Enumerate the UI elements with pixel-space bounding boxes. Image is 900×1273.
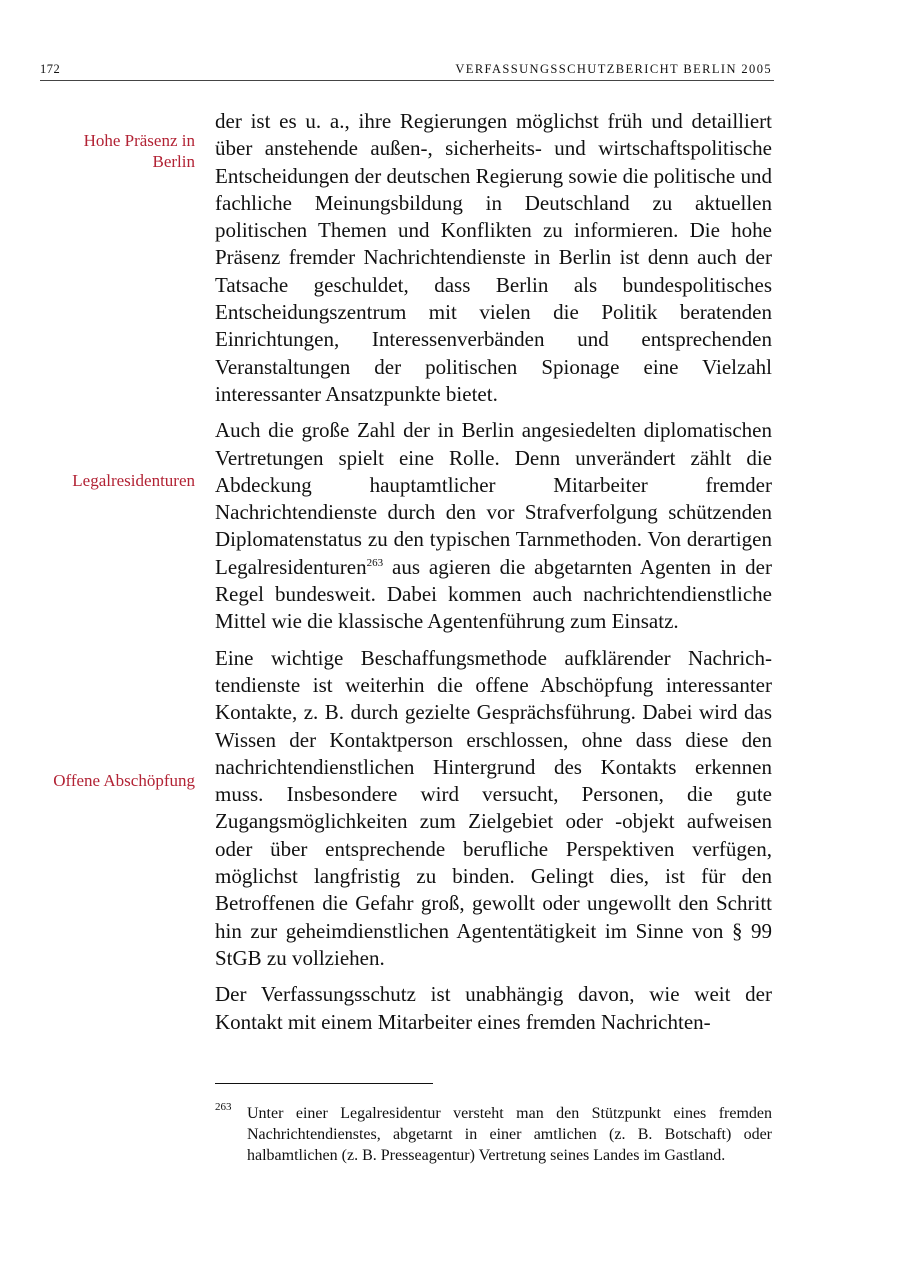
page-number: 172 [40,62,61,76]
footnote [215,1103,772,1166]
margin-note-line: Legalresidenturen [72,471,195,490]
footnote-text: Unter einer Legalresidentur versteht man den Stützpunkt eines fremden Nachrichtendienstes, abgetarnt in einer amtlichen (z. B. Botschaft) oder halbamtlichen (z. B. Presseagentur) Vertretung seines Landes im Gastland. [247,1105,772,1164]
paragraph-text: aus agieren die abgetarnten Agenten in der Regel bundesweit. Dabei kommen auch nachrichtendienstliche Mittel wie die klassische Agentenführung zum Einsatz. [215,554,772,634]
running-title: VERFASSUNGSSCHUTZBERICHT BERLIN 2005 [455,62,772,76]
footnote-divider [215,1083,433,1084]
body-text [215,108,772,1036]
margin-note-hohe-praesenz [30,130,195,172]
footnote-number: 263 [215,1101,232,1113]
paragraph: Eine wichtige Beschaffungsmethode aufklärender Nachrichtendienste ist weiterhin die offene Abschöpfung interessanter Kontakte, z. B. durch gezielte Gesprächsführung. Dabei wird das Wissen der Kontaktperson erschlossen, ohne dass diese den nachrichtendienstlichen Hintergrund des Kontakts erkennen muss. Insbesondere wird versucht, Personen, die gute Zugangsmöglichkeiten zum Zielgebiet oder -objekt aufweisen oder über entsprechende berufliche Perspektiven verfügen, möglichst langfristig zu binden. Gelingt dies, ist für den Betroffenen die Gefahr groß, gewollt oder ungewollt den Schritt hin zur geheimdienstlichen Agententätigkeit im Sinne von § 99 StGB zu vollziehen. [215,645,772,970]
margin-note-legalresidenturen [30,470,195,491]
margin-note-line: Offene Abschöpfung [53,771,195,790]
margin-note-line: Hohe Präsenz in [83,131,195,150]
paragraph-text: Auch die große Zahl der in Berlin angesiedelten diplomatischen Vertretungen spielt eine Rolle. Denn unverändert zählt die Abdeckung hauptamtlicher Mitarbeiter fremder Nachrichtendienste durch den vor Strafverfolgung schützenden Diplomatenstatus zu den typischen Tarnmethoden. Von derartigen Legalresidenturen [215,418,772,579]
page-header [40,62,774,81]
margin-note-offene-abschoepfung [30,770,195,791]
paragraph [215,417,772,635]
paragraph: Der Verfassungsschutz ist unabhängig davon, wie weit der Kontakt mit einem Mitarbeiter eines fremden Nachrichten- [215,982,772,1034]
footnote-reference[interactable]: 263 [366,556,384,569]
margin-note-line: Berlin [152,152,195,171]
paragraph: der ist es u. a., ihre Regierungen möglichst früh und detailliert über anstehende außen-, sicherheits- und wirtschaftspolitische Entscheidungen der deutschen Regierung sowie die politische und fachliche Meinungsbildung in Deutschland zu aktuellen politischen Themen und Konflikten zu informieren. Die hohe Präsenz fremder Nachrichtendienste in Berlin ist denn auch der Tatsache geschuldet, dass Berlin als bundespolitisches Entscheidungszentrum mit vielen die Politik beratenden Einrichtungen, Interessenverbänden und entsprechenden Veranstaltungen der politischen Spionage eine Vielzahl interessanter Ansatzpunkte bietet. [215,109,772,406]
